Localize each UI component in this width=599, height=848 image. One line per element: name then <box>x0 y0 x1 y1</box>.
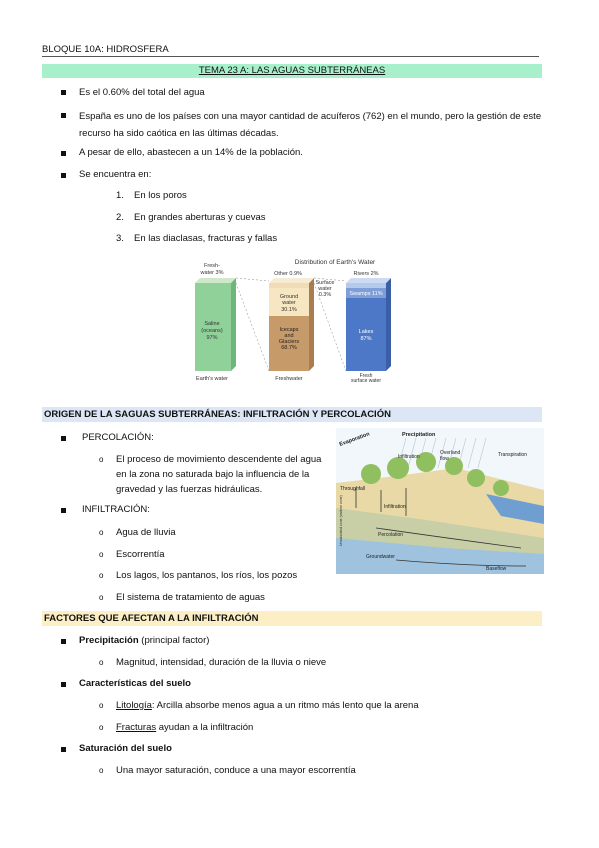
surface-top <box>346 278 391 283</box>
infiltracion-item: Agua de lluvia <box>116 527 176 538</box>
overland-flow-label: Overland <box>440 450 461 456</box>
sub-bullet-circle-icon: o <box>99 723 104 732</box>
percolacion-text: gravedad y las fuerzas hidráulicas. <box>116 484 263 495</box>
list-marker: 1. <box>116 190 124 201</box>
groundwater-label: water <box>282 300 296 306</box>
list-marker: 3. <box>116 233 124 244</box>
surface-water-label: water <box>318 286 332 292</box>
sub-bullet-circle-icon: o <box>99 550 104 559</box>
earth-column-top <box>195 278 236 283</box>
evaporation-label: Evaporation <box>338 431 371 448</box>
factor-soil-lithology <box>116 698 419 713</box>
infiltration-label: Infiltration <box>398 454 420 460</box>
lakes-label: 87% <box>360 336 372 342</box>
factor-precipitation-detail: Magnitud, intensidad, duración de la lluvia o nieve <box>116 657 327 668</box>
surface-side <box>386 278 391 371</box>
list-item: En los poros <box>134 190 187 201</box>
bullet-square-icon <box>61 113 66 118</box>
groundwater-label: Groundwater <box>366 554 395 560</box>
bullet-square-icon <box>61 173 66 178</box>
sub-bullet-circle-icon: o <box>99 455 104 464</box>
list-marker: 2. <box>116 212 124 223</box>
bullet-text: España es uno de los países con una mayor cantidad de acuíferos (762) en el mundo, pero la gestión de este recurso ha sido caótica en las últimas décadas. <box>79 111 542 139</box>
connector-line <box>236 278 269 281</box>
other-label: Other 0.9% <box>274 271 302 277</box>
factor-saturation-detail: Una mayor saturación, conduce a una mayor escorrentía <box>116 765 356 776</box>
fresh-surface-label: surface water <box>350 378 382 384</box>
overland-flow-label: flow <box>440 456 449 462</box>
figure-title: Distribution of Earth's Water <box>294 259 376 266</box>
freshwater-top-label: water 3% <box>200 270 224 276</box>
lithology-text: : Arcilla absorbe menos agua a un ritmo más lento que la arena <box>151 700 419 711</box>
infiltration-cycle-figure <box>336 428 544 574</box>
unsaturated-zone-label: Unsaturated zone (vadose zone) <box>339 495 343 546</box>
saline-label: Saline <box>204 321 220 327</box>
freshwater-label: Freshwater <box>275 376 303 382</box>
factor-precipitation-bold: Precipitación <box>79 635 139 646</box>
fresh-surface-label: Fresh <box>359 373 373 379</box>
transpiration-label: Transpiration <box>498 452 527 458</box>
infiltration-label-2: Infiltration <box>384 504 406 510</box>
factor-soil: Características del suelo <box>79 678 191 689</box>
percolacion-label: PERCOLACIÓN: <box>82 432 154 443</box>
header-rule <box>42 56 539 57</box>
rivers-block <box>346 283 386 288</box>
sub-bullet-circle-icon: o <box>99 658 104 667</box>
surface-water-label: 0.3% <box>318 292 332 298</box>
bullet-square-icon <box>61 90 66 95</box>
lithology-term: Litología <box>116 700 152 711</box>
groundwater-label: 30.1% <box>281 307 297 313</box>
groundwater-label: Ground <box>279 294 299 300</box>
percolation-label: Percolation <box>378 532 404 538</box>
factor-precipitation <box>79 633 209 648</box>
saline-label: 97% <box>206 335 218 341</box>
baseflow-label: Baseflow <box>486 566 507 572</box>
factor-precipitation-rest: (principal factor) <box>138 635 210 646</box>
sub-bullet-circle-icon: o <box>99 528 104 537</box>
sub-bullet-circle-icon: o <box>99 766 104 775</box>
percolacion-text: El proceso de movimiento descendente del agua <box>116 454 322 465</box>
saline-label: (oceans) <box>201 328 223 334</box>
factor-soil-fractures <box>116 720 253 735</box>
swamps-label: Swamps 11% <box>349 291 383 297</box>
icecaps-label: 68.7% <box>281 345 297 351</box>
freshwater-top <box>269 278 314 283</box>
sub-bullet-circle-icon: o <box>99 593 104 602</box>
lakes-label: Lakes <box>358 329 374 335</box>
bullet-text: A pesar de ello, abastecen a un 14% de la población. <box>79 147 303 158</box>
bullet-text: Es el 0.60% del total del agua <box>79 87 205 98</box>
saline-side <box>231 278 236 371</box>
rivers-label: Rivers 2% <box>353 271 379 277</box>
precipitation-label: Precipitation <box>402 432 436 438</box>
bullet-square-icon <box>61 682 66 687</box>
icecaps-label: Glaciers <box>278 339 300 345</box>
factor-saturation: Saturación del suelo <box>79 743 172 754</box>
bullet-square-icon <box>61 747 66 752</box>
throughfall-label: Throughfall <box>340 486 366 492</box>
topic-title-banner <box>42 64 542 78</box>
list-item: En grandes aberturas y cuevas <box>134 212 266 223</box>
infiltracion-item: El sistema de tratamiento de aguas <box>116 592 265 603</box>
icecaps-label: Icecaps <box>279 327 299 333</box>
topic-title: TEMA 23 A: LAS AGUAS SUBTERRÁNEAS <box>198 65 386 76</box>
section-heading-origin: ORIGEN DE LA SAGUAS SUBTERRÁNEAS: INFILTRACIÓN Y PERCOLACIÓN <box>42 407 542 422</box>
infiltracion-item: Los lagos, los pantanos, los ríos, los pozos <box>116 570 298 581</box>
bullet-square-icon <box>61 508 66 513</box>
bullet-square-icon <box>61 151 66 156</box>
icecaps-label: and <box>284 333 294 339</box>
freshwater-side <box>309 278 314 371</box>
percolacion-text: en la zona no saturada bajo la influencia de la <box>116 469 310 480</box>
bullet-square-icon <box>61 639 66 644</box>
document-header: BLOQUE 10A: HIDROSFERA <box>42 44 169 55</box>
earth-water-label: Earth's water <box>196 376 228 382</box>
saline-block <box>195 283 231 371</box>
bullet-square-icon <box>61 436 66 441</box>
bullet-text: Se encuentra en: <box>79 169 152 180</box>
infiltracion-item: Escorrentía <box>116 549 165 560</box>
fractures-term: Fracturas <box>116 722 157 733</box>
section-heading-factors: FACTORES QUE AFECTAN A LA INFILTRACIÓN <box>42 611 542 626</box>
surface-water-label: Surface <box>315 280 335 286</box>
connector-line <box>236 283 269 371</box>
list-item: En las diaclasas, fracturas y fallas <box>134 233 278 244</box>
earth-water-distribution-figure <box>190 253 410 385</box>
sub-bullet-circle-icon: o <box>99 701 104 710</box>
infiltracion-label: INFILTRACIÓN: <box>82 504 150 515</box>
sub-bullet-circle-icon: o <box>99 571 104 580</box>
freshwater-top-label: Fresh- <box>204 263 220 269</box>
fractures-text: ayudan a la infiltración <box>156 722 254 733</box>
other-block <box>269 283 309 288</box>
